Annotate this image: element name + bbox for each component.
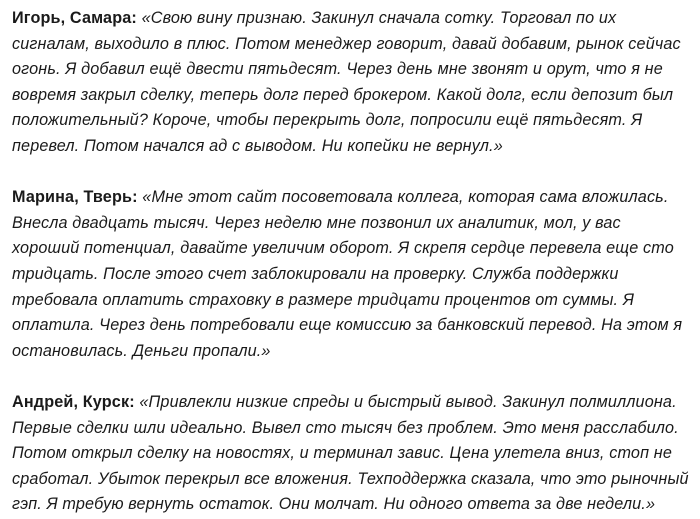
testimonial-paragraph	[12, 185, 692, 364]
testimonials-article	[12, 6, 692, 518]
testimonial-paragraph	[12, 390, 692, 518]
testimonial-author: Марина, Тверь:	[12, 188, 138, 207]
testimonial-author: Андрей, Курск:	[12, 392, 135, 411]
testimonial-quote: «Свою вину признаю. Закинул сначала сотку. Торговал по их сигналам, выходило в плюс. Потом менеджер говорит, давай добавим, рынок сейчас огонь. Я добавил ещё двести пятьдесят. Через день мне звонят и орут, что я не вовремя закрыл сделку, теперь долг перед брокером. Какой долг, если депозит был положительный? Короче, чтобы перекрыть долг, попросили ещё пятьдесят. Я перевел. Потом начался ад с выводом. Ни копейки не вернул.»	[12, 9, 681, 155]
testimonial-author: Игорь, Самара:	[12, 9, 137, 27]
testimonial-quote: «Мне этот сайт посоветовала коллега, которая сама вложилась. Внесла двадцать тысяч. Через неделю мне позвонил их аналитик, мол, у вас хороший потенциал, давайте увеличим оборот. Я скрепя сердце перевела еще сто тридцать. После этого счет заблокировали на проверку. Служба поддержки требовала оплатить страховку в размере тридцати процентов от суммы. Я оплатила. Через день потребовали еще комиссию за банковский перевод. На этом я остановилась. Деньги пропали.»	[12, 188, 683, 360]
testimonial-quote: «Привлекли низкие спреды и быстрый вывод. Закинул полмиллиона. Первые сделки шли идеально. Вывел сто тысяч без проблем. Это меня расслабило. Потом открыл сделку на новостях, и терминал завис. Цена улетела вниз, стоп не сработал. Убыток перекрыл все вложения. Техподдержка сказала, что это рыночный гэп. Я требую вернуть остаток. Они молчат. Ни одного ответа за две недели.»	[12, 392, 689, 514]
testimonial-paragraph	[12, 6, 692, 160]
